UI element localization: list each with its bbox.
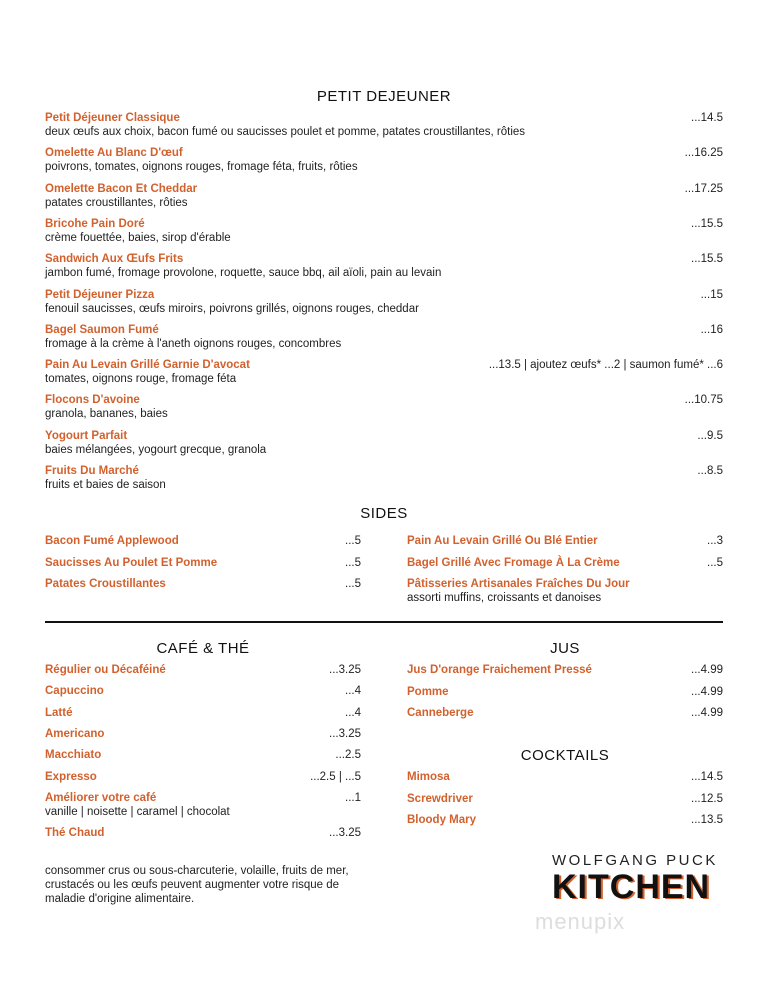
- item-name: Canneberge: [407, 707, 474, 719]
- item-price: ...15.5: [691, 253, 723, 266]
- logo-top: WOLFGANG PUCK: [552, 852, 718, 869]
- item-description: deux œufs aux choix, bacon fumé ou saucisses poulet et pomme, patates croustillantes, rôties: [45, 126, 526, 138]
- watermark: menupix: [535, 909, 626, 934]
- item-price: ...5: [345, 535, 361, 547]
- item-name: Omelette Bacon Et Cheddar: [45, 182, 198, 195]
- menu-item: [45, 685, 361, 701]
- menu-item: [45, 218, 723, 248]
- item-price: ...9.5: [697, 429, 723, 442]
- item-price: ...15.5: [691, 217, 723, 230]
- item-description: fromage à la crème à l'aneth oignons rouges, concombres: [45, 337, 342, 350]
- menu-item: [45, 147, 723, 177]
- item-name: Flocons D'avoine: [45, 394, 140, 407]
- item-name: Macchiato: [45, 749, 102, 762]
- item-description: baies mélangées, yogourt grecque, granola: [45, 443, 267, 456]
- menu-item: [407, 535, 723, 551]
- item-price: ...4.99: [691, 664, 723, 676]
- item-price: ...5: [345, 556, 361, 569]
- menu-item: [407, 578, 723, 604]
- item-name: Bricohe Pain Doré: [45, 217, 145, 230]
- menu-item: [45, 664, 361, 680]
- item-price: ...3: [707, 535, 723, 547]
- item-name: Expresso: [45, 770, 97, 783]
- item-description: crème fouettée, baies, sirop d'érable: [45, 231, 231, 244]
- sides-heading: SIDES: [360, 505, 408, 522]
- item-price: ...13.5: [691, 814, 723, 826]
- item-price: ...12.5: [691, 792, 723, 805]
- petit-dejeuner-heading: PETIT DEJEUNER: [316, 88, 452, 105]
- item-price: ...4: [345, 685, 361, 698]
- menu-item: [45, 112, 723, 142]
- cafe-heading: CAFÉ & THÉ: [156, 640, 250, 657]
- item-name: Saucisses Au Poulet Et Pomme: [45, 556, 218, 569]
- item-price: ...4: [345, 706, 361, 719]
- item-name: Mimosa: [407, 771, 450, 783]
- menu-item: [45, 578, 361, 594]
- section-divider: [45, 621, 723, 623]
- item-price: ...16.25: [684, 147, 723, 160]
- menu-item: [407, 707, 723, 723]
- menu-item: [407, 771, 723, 787]
- menu-item: [45, 324, 723, 354]
- item-name: Bagel Saumon Fumé: [45, 323, 159, 336]
- item-price: ...2.5 | ...5: [310, 770, 361, 783]
- item-name: Régulier ou Décaféiné: [45, 664, 166, 676]
- menu-item: [45, 253, 723, 283]
- item-name: Améliorer votre café: [45, 791, 157, 804]
- item-price: ...10.75: [684, 394, 723, 407]
- item-price: ...15: [700, 288, 723, 301]
- item-name: Sandwich Aux Œufs Frits: [45, 253, 184, 266]
- food-safety-notice: consommer crus ou sous-charcuterie, volaille, fruits de mer, crustacés ou les œufs peuvent augmenter votre risque de maladie d'origine alimentaire.: [45, 865, 349, 905]
- menu-item: [407, 814, 723, 830]
- menu-item: [45, 289, 723, 319]
- item-description: fruits et baies de saison: [45, 479, 166, 491]
- item-price: ...8.5: [697, 465, 723, 477]
- menu-item: [45, 394, 723, 424]
- item-price: ...5: [707, 556, 723, 569]
- menu-item: [45, 557, 361, 573]
- menu-item: [407, 686, 723, 702]
- menu-item: [45, 183, 723, 213]
- menu-item: [407, 557, 723, 573]
- cocktails-heading: COCKTAILS: [520, 747, 610, 764]
- menu-item: [45, 791, 361, 818]
- menu-item: [45, 430, 723, 460]
- item-price: ...3.25: [329, 727, 361, 740]
- item-name: Patates Croustillantes: [45, 578, 166, 590]
- item-name: Petit Déjeuner Classique: [45, 112, 180, 124]
- item-name: Bagel Grillé Avec Fromage À La Crème: [407, 556, 620, 569]
- menu-item: [45, 707, 361, 723]
- menu-item: [45, 771, 361, 787]
- item-name: Latté: [45, 706, 73, 719]
- menu-item: [45, 535, 361, 551]
- item-price: ...2.5: [335, 749, 361, 762]
- item-price: ...13.5 | ajoutez œufs* ...2 | saumon fumé* ...6: [488, 359, 723, 372]
- item-description: assorti muffins, croissants et danoises: [407, 592, 602, 604]
- item-name: Screwdriver: [407, 792, 473, 805]
- menu-item: [45, 465, 723, 495]
- item-name: Thé Chaud: [45, 827, 105, 840]
- item-price: ...3.25: [329, 827, 361, 840]
- item-price: ...4.99: [691, 685, 723, 698]
- item-description: vanille | noisette | caramel | chocolat: [45, 805, 230, 818]
- item-name: Jus D'orange Fraichement Pressé: [407, 664, 592, 676]
- item-description: tomates, oignons rouge, fromage féta: [45, 373, 237, 386]
- item-price: ...17.25: [684, 182, 723, 195]
- jus-heading: JUS: [550, 640, 580, 657]
- menu-item: [407, 664, 723, 680]
- wolfgang-puck-kitchen-logo: [552, 852, 728, 904]
- menu-item: [45, 728, 361, 744]
- item-name: Americano: [45, 727, 105, 740]
- logo-main: KITCHEN: [552, 868, 711, 906]
- item-description: jambon fumé, fromage provolone, roquette, sauce bbq, ail aïoli, pain au levain: [45, 267, 442, 280]
- item-name: Yogourt Parfait: [45, 429, 128, 442]
- menu-item: [45, 749, 361, 765]
- item-name: Bloody Mary: [407, 814, 477, 826]
- menu-item: [407, 793, 723, 809]
- item-description: granola, bananes, baies: [45, 408, 168, 421]
- item-price: ...5: [345, 578, 361, 590]
- item-name: Pain Au Levain Grillé Ou Blé Entier: [407, 535, 598, 547]
- item-name: Petit Déjeuner Pizza: [45, 288, 155, 301]
- item-name: Bacon Fumé Applewood: [45, 535, 179, 547]
- item-name: Omelette Au Blanc D'œuf: [45, 147, 183, 160]
- menu-item: [45, 827, 361, 843]
- item-name: Capuccino: [45, 685, 104, 698]
- item-description: fenouil saucisses, œufs miroirs, poivrons grillés, oignons rouges, cheddar: [45, 302, 419, 315]
- item-description: poivrons, tomates, oignons rouges, fromage féta, fruits, rôties: [45, 161, 358, 174]
- item-price: ...3.25: [329, 664, 361, 676]
- item-price: ...1: [345, 791, 361, 804]
- item-name: Pomme: [407, 685, 449, 698]
- item-price: ...4.99: [691, 707, 723, 719]
- menu-item: [45, 359, 723, 389]
- item-description: patates croustillantes, rôties: [45, 196, 188, 209]
- item-price: ...14.5: [691, 771, 723, 783]
- item-price: ...14.5: [691, 112, 723, 124]
- item-name: Pain Au Levain Grillé Garnie D'avocat: [45, 359, 250, 372]
- item-name: Fruits Du Marché: [45, 465, 139, 477]
- item-price: ...16: [700, 323, 723, 336]
- item-name: Pâtisseries Artisanales Fraîches Du Jour: [407, 578, 630, 590]
